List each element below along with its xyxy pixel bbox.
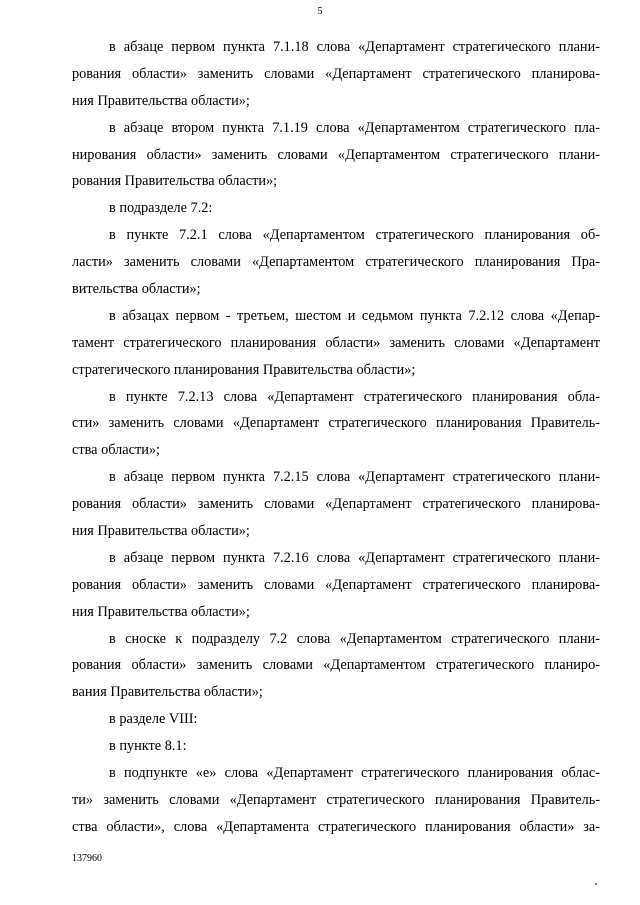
text-line: в сноске к подразделу 7.2 слова «Департаментом стратегического плани- <box>109 630 600 647</box>
text-line: в подразделе 7.2: <box>109 200 213 217</box>
text-line: ти» заменить словами «Департамент стратегического планирования Правитель- <box>72 791 600 808</box>
text-line: ния Правительства области»; <box>72 523 250 540</box>
text-line: стратегического планирования Правительства области»; <box>72 361 416 378</box>
text-line: в пункте 7.2.1 слова «Департаментом стратегического планирования об- <box>109 227 600 244</box>
page-number: 5 <box>317 6 323 17</box>
text-line: рования области» заменить словами «Департамент стратегического планирова- <box>72 496 600 513</box>
text-line: вительства области»; <box>72 281 201 298</box>
text-line: в разделе VIII: <box>109 711 198 728</box>
text-line: рования области» заменить словами «Департамент стратегического планирова- <box>72 576 600 593</box>
text-line: сти» заменить словами «Департамент стратегического планирования Правитель- <box>72 415 600 432</box>
text-line: ласти» заменить словами «Департаментом стратегического планирования Пра- <box>72 254 600 271</box>
text-line: в подпункте «е» слова «Департамент стратегического планирования облас- <box>109 765 600 782</box>
text-line: в абзаце первом пункта 7.2.15 слова «Департамент стратегического плани- <box>109 469 600 486</box>
document-body <box>72 34 600 841</box>
text-line: нирования области» заменить словами «Департаментом стратегического плани- <box>72 146 600 163</box>
text-line: в пункте 7.2.13 слова «Департамент стратегического планирования обла- <box>109 388 600 405</box>
text-line: ния Правительства области»; <box>72 92 250 109</box>
text-line: в абзаце первом пункта 7.1.18 слова «Департамент стратегического плани- <box>109 39 600 55</box>
text-line: ния Правительства области»; <box>72 603 250 620</box>
document-code: 137960 <box>72 853 102 864</box>
text-line: вания Правительства области»; <box>72 684 263 701</box>
scan-mark <box>595 883 597 885</box>
text-line: рования области» заменить словами «Департаментом стратегического планиро- <box>72 657 600 674</box>
text-line: в абзацах первом - третьем, шестом и седьмом пункта 7.2.12 слова «Депар- <box>109 307 600 324</box>
text-line: ства области»; <box>72 442 160 459</box>
text-line: ства области», слова «Департамента стратегического планирования области» за- <box>72 818 600 835</box>
text-line: рования Правительства области»; <box>72 173 278 190</box>
text-line: в пункте 8.1: <box>109 738 187 755</box>
text-line: в абзаце втором пункта 7.1.19 слова «Департаментом стратегического пла- <box>109 119 600 136</box>
text-line: в абзаце первом пункта 7.2.16 слова «Департамент стратегического плани- <box>109 549 600 566</box>
text-line: рования области» заменить словами «Департамент стратегического планирова- <box>72 65 600 82</box>
text-line: тамент стратегического планирования области» заменить словами «Департамент <box>72 334 600 351</box>
